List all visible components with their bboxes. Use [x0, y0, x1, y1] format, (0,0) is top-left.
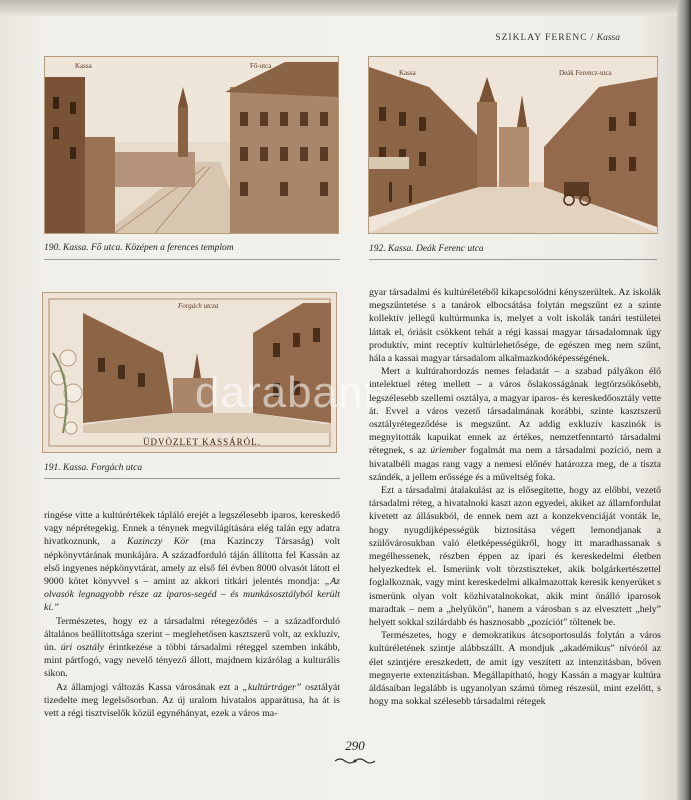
- left-p1-text-b: (ma Kazinczy Társaság) volt népkönyvtárának munkájára. A századforduló táján állította fel Kassán az első ingyenes népkönyvtárat, amely az első fél évben 8000 olvasót látott el 9000 kötet könyvvel s – amint az akkori titkári jelentés mondja:: [44, 536, 340, 588]
- page-top-shadow: [0, 0, 691, 16]
- left-p3-text: Az államjogi változás Kassa városának ezt a: [56, 681, 243, 693]
- left-text-column: [44, 509, 340, 720]
- figure-192-label-left: Kassa: [399, 69, 416, 77]
- figure-192-label-right: Deák Ferencz-utca: [559, 69, 612, 77]
- right-p2-em: úriember: [430, 445, 467, 457]
- figure-191-label-top: Forgách utcza: [178, 302, 219, 310]
- left-p2-text: Természetes, hogy ez a társadalmi rétegeződés – a századforduló általános beállítottsága szerint – meglehetősen kasztszerű volt, az exkluzív, ún.: [44, 615, 340, 654]
- right-paragraph-2: [369, 365, 661, 484]
- running-header: [290, 33, 620, 43]
- right-p2-text: Mert a kultúrahordozás nemes feladatát – a szabad pályákon élő intelektuel réteg mellett – a város őslakosságának legtörzsökösebb, legszélesebb szellemi osztálya, a magyar iparos- és kereskedőosztály vette át. Evvel a város vezető társadalmának korábbi, szinte kasztszerű osztályrétegeződése is megszűnt. Az addig exkluzív kaszinók is megnyitották kapuikat ennek az értékes, nemzetfenntartó társadalmi rétegnek, s az: [369, 366, 661, 457]
- left-p2-text-b: érintkezése a többi társadalmi réteggel szemben inkább, mint pártfogó, vagy nevelő tényező állott, majdnem kizárólag a kulturális síkon.: [44, 642, 340, 680]
- watermark: darabanth: [195, 368, 403, 417]
- figure-192-caption: 192. Kassa. Deák Ferenc utca: [369, 244, 484, 254]
- right-paragraph-4: Természetes, hogy e demokratikus átcsoportosulás folytán a város kultúréletének szintje alábbszállt. A mondjuk „akadémikus” nívóról az élet szintjére ereszkedett, de amit így veszített az intenzitásban, bőven megnyerte extenzitásban. Megállapítható, hogy Kassán a magyar kultúra áldásaiban legalább is ugyanolyan számú tömeg részesül, mint ezelőtt, s hogy ma sokkal szélesebb társadalmi rétegek: [369, 630, 661, 708]
- figure-191-rule: [44, 478, 340, 479]
- ornament-icon: [333, 757, 377, 765]
- figure-190-label-right: Fő-utca: [250, 62, 272, 70]
- left-paragraph-1: [44, 509, 340, 615]
- figure-192-photo: [368, 56, 658, 234]
- left-p1-text: ringése vitte a kultúrértékek tápláló erejét a legszélesebb iparos, kereskedő vagy néprétegekig. Ennek a ténynek megvilágítására elég talán egy adatra hivatkoznunk, a: [44, 510, 340, 548]
- header-title: Kassa: [596, 33, 620, 43]
- figure-192-rule: [369, 259, 657, 260]
- figure-190-caption: 190. Kassa. Fő utca. Középen a ferences templom: [44, 243, 234, 253]
- right-paragraph-3: Ezt a társadalmi átalakulást az is elősegítette, hogy az előbbi, vezető társadalmi réteg, a hivatalnoki kaszt azon egyedei, akiket az államfordulat kivetett az állásukból, de ennek nem azt a konzekvenciáját vonták le, hogy nyugdíjképességük biztosítása végett lemondjanak a szülővárosukban való életképességükről, hogy itt maradhassanak s megélhessenek, részben éppen az ipari és kereskedelmi életben helyezkedtek el. Ismerünk volt törzstiszteket, akik bolgárkertészettel foglalkoznak, vagy mint kereskedelmi alkalmazottak keresik kenyerüket s ismerünk olyan volt közhivatalnokokat, akik mint önálló iparosok maradtak – nem a „helyükön”, hanem a városban s az elvesztett „hely” helyett sokkal szilárdabb és hasznosabb „pozíciót” töltenek be.: [369, 485, 661, 629]
- header-separator: /: [587, 33, 597, 43]
- right-paragraph-1: gyar társadalmi és kultúréletéből kikapcsolódni kényszerültek. Az iskolák megszűntetése s a tanárok elbocsátása folytán megszűnt ez a szinte kollektív jellegű kultúrmunka is, melyet a volt iskolák tanári testületei láttak el, óriásit csökkent tehát a régi kassai magyar társadalomnak úgy produktív, mint receptív kultúrlehetősége, de egészen meg nem szűnt, hála a kassai magyar társadalom alkalmazkodóképességének.: [369, 287, 661, 365]
- left-p1-em2: „Az olvasók legnagyobb része az iparos-segéd – és munkásosztályból került ki.”: [44, 576, 340, 614]
- figure-190-label-left: Kassa: [75, 62, 92, 70]
- left-p2-em: úri osztály: [60, 642, 104, 654]
- figure-191-label-bottom: ÜDVÖZLET KASSÁRÓL.: [143, 437, 261, 447]
- book-spine-shadow: [677, 0, 691, 800]
- left-paragraph-3: [44, 681, 340, 721]
- left-p3-em: „kultúrtráger”: [242, 681, 302, 693]
- figure-190-photo: [44, 56, 339, 234]
- left-p1-em1: Kazinczy Kör: [126, 536, 189, 548]
- page-number: 290: [345, 738, 365, 753]
- left-paragraph-2: [44, 615, 340, 681]
- right-text-column: [369, 286, 661, 709]
- figure-190-rule: [44, 259, 340, 260]
- right-p2-text-b: fogalmát ma nem a társadalmi pozíció, nem a hivatalbéli magas rang vagy a nemesi előnév határozza meg, de a tiszta szándék, a jellem erőssége és a műveltség foka.: [369, 445, 662, 483]
- figure-191-caption: 191. Kassa. Forgách utca: [44, 463, 143, 473]
- left-p3-text-b: osztályát tizedelte meg legelsősorban. Az új uralom hivatalos apparátusa, ha át is vett a régi tisztviselők közül egynéhányat, ezek a város ma-: [44, 681, 340, 720]
- header-author: SZIKLAY FERENC: [495, 33, 588, 43]
